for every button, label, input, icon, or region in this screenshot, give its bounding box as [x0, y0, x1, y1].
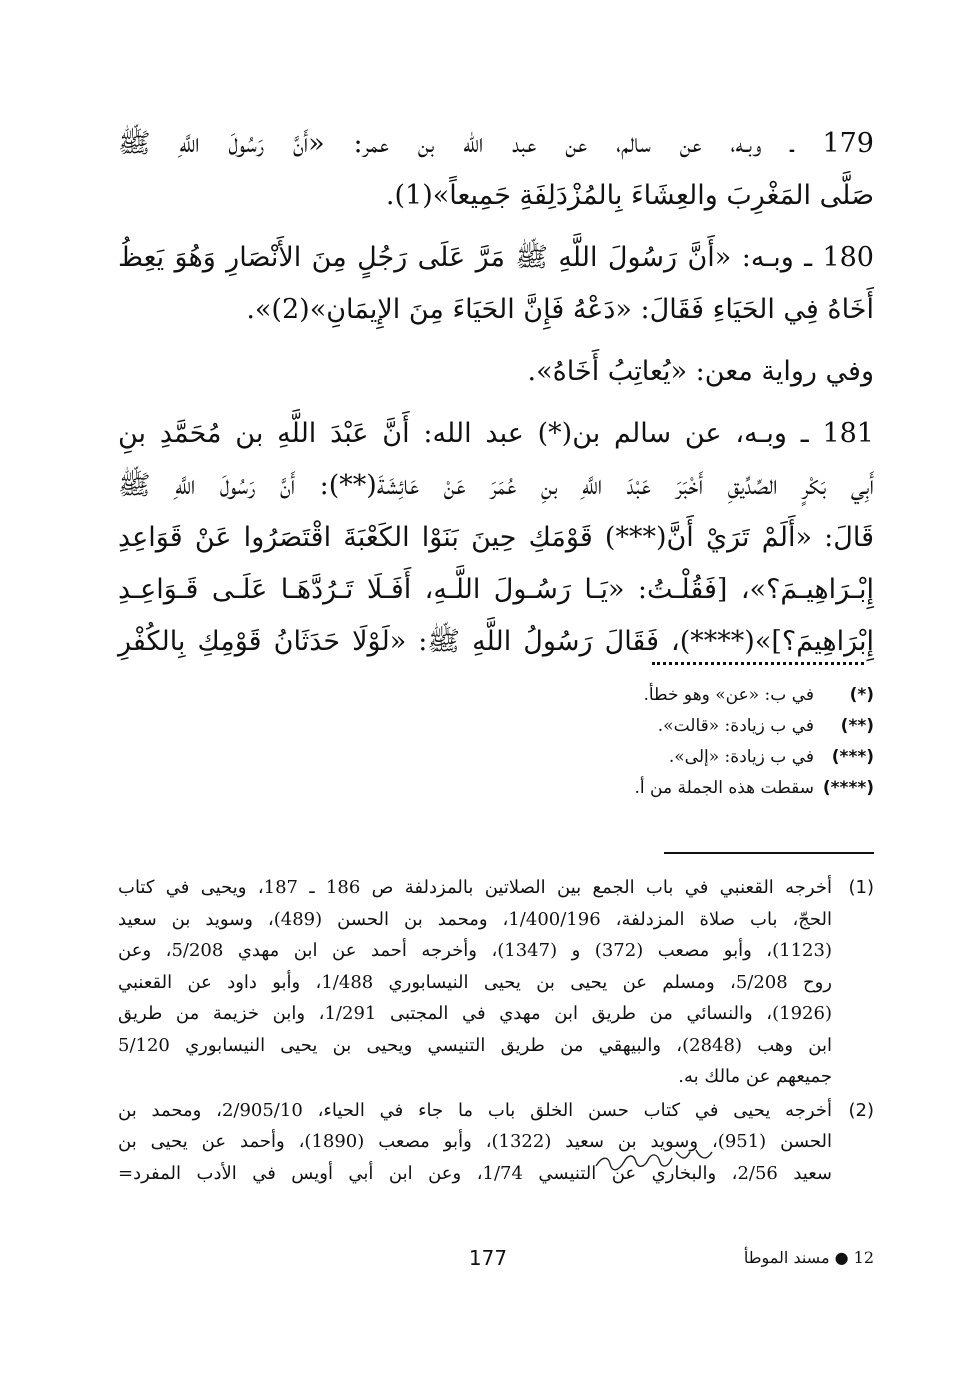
hadith-179 — [118, 118, 874, 222]
note-item — [470, 711, 874, 742]
footnote-2 — [118, 1095, 874, 1190]
footnote-line: سعيد 2/56، والبخاري عن التنيسي 1/74، وعن ابن أبي أويس في الأدب المفرد= — [118, 1162, 832, 1184]
footnote-body — [118, 872, 832, 1093]
text-line: وفي رواية معن: «يُعاتِبُ أَخَاهُ». — [527, 356, 874, 387]
footnote-number: (1) — [848, 877, 874, 898]
note-mark: (***) — [831, 747, 874, 767]
text-line: أَبِي بَكْرٍ الصِّدِّيقِ أَخْبَرَ عَبْدَ اللَّهِ بنِ عُمَرَ عَنْ عَائِشَةَ(**): أَنَّ رَسُولَ اللَّهِ ﷺ — [118, 470, 874, 501]
note-text: في ب زيادة: «قالت». — [657, 716, 814, 736]
note-text: في ب زيادة: «إلى». — [668, 747, 814, 767]
note-text: في ب: «عن» وهو خطأ. — [643, 685, 814, 705]
signature-mark: 12 ● مسند الموطأ — [743, 1248, 874, 1267]
footnote-line: (1123)، وأبو مصعب (372) و (1347)، وأخرجه أحمد عن ابن مهدي 5/208، وعن — [118, 940, 832, 961]
footnote-1 — [118, 872, 874, 1093]
footnote-divider — [664, 852, 874, 854]
footnote-line: (1926)، والنسائي من طريق ابن مهدي في المجتبى 1/291، وابن خزيمة من طريق — [118, 1003, 832, 1024]
footnote-line: روح 5/208، ومسلم عن يحيى بن يحيى النيسابوري 1/488، وأبو داود عن القعنبي — [118, 971, 833, 993]
note-mark: (**) — [840, 716, 874, 736]
footnote-line: الحجّ، باب صلاة المزدلفة، 1/400/196، ومحمد بن الحسن (489)، وسويد بن سعيد — [118, 908, 833, 930]
note-item — [470, 773, 874, 804]
text-line: قَالَ: «أَلَمْ تَرَيْ أَنَّ(***) قَوْمَكِ حِينَ بَنَوْا الكَعْبَةَ اقْتَصَرُوا عَنْ قَوَاعِدِ — [118, 522, 874, 553]
page-number: 177 — [468, 1246, 508, 1270]
footnote-number: (2) — [848, 1099, 874, 1121]
text-line: 181 ـ وبـه، عن سالم بن(*) عبد الله: أَنَّ عَبْدَ اللَّهِ بن مُحَمَّدِ بنِ — [118, 418, 874, 449]
dotted-divider — [652, 662, 864, 665]
main-text — [118, 118, 874, 678]
handwritten-scribble — [588, 1138, 738, 1178]
text-line: 179 ـ وبـه، عن سالم، عن عبد الله بن عمر: «أَنَّ رَسُولَ اللَّهِ ﷺ — [118, 128, 874, 159]
footnote-line: الحسن (951)، وسويد بن سعيد (1322)، وأبو مصعب (1890)، وأحمد عن يحيى بن — [118, 1131, 832, 1152]
text-line: إِبْـرَاهِيـمَ؟»، [فَقُلْـتُ: «يَـا رَسُـولَ اللَّـهِ، أَفَـلَا تَـرُدَّهَـا عَلَـى قَـوَاعِـدِ — [118, 574, 874, 605]
text-line: إِبْرَاهِيمَ؟]»(****)، فَقَالَ رَسُولُ اللَّهِ ﷺ: «لَوْلَا حَدَثَانُ قَوْمِكِ بِالكُفْرِ — [118, 626, 874, 657]
text-line: صَلَّى المَغْرِبَ والعِشَاءَ بِالمُزْدَلِفَةِ جَمِيعاً»(1). — [385, 180, 874, 211]
footnotes — [118, 872, 874, 1191]
hadith-181 — [118, 408, 874, 668]
footnote-line: ابن وهب (2848)، والبيهقي من طريق التنيسي ويحيى بن يحيى النيسابوري 5/120 — [118, 1034, 832, 1056]
note-text: سقطت هذه الجملة من أ. — [634, 778, 814, 798]
footnote-line: أخرجه القعنبي في باب الجمع بين الصلاتين بالمزدلفة ص 186 ـ 187، ويحيى في كتاب — [118, 877, 832, 898]
text-line: أَخَاهُ فِي الحَيَاءِ فَقَالَ: «دَعْهُ فَإِنَّ الحَيَاءَ مِنَ الإِيمَانِ»(2)». — [246, 294, 874, 325]
footnote-line: جميعهم عن مالك به. — [678, 1066, 832, 1087]
note-item — [470, 742, 874, 773]
note-mark: (*) — [849, 685, 874, 705]
note-mark: (****) — [822, 778, 874, 798]
riwaya-maan — [118, 346, 874, 398]
editor-notes — [470, 680, 874, 804]
hadith-180 — [118, 232, 874, 336]
page-footer — [118, 1243, 874, 1273]
text-line: 180 ـ وبـه: «أَنَّ رَسُولَ اللَّهِ ﷺ مَرَّ عَلَى رَجُلٍ مِنَ الأَنْصَارِ وَهُوَ يَعِظُ — [118, 242, 874, 273]
note-item — [470, 680, 874, 711]
footnote-line: أخرجه يحيى في كتاب حسن الخلق باب ما جاء في الحياء، 2/905/10، ومحمد بن — [118, 1099, 832, 1121]
